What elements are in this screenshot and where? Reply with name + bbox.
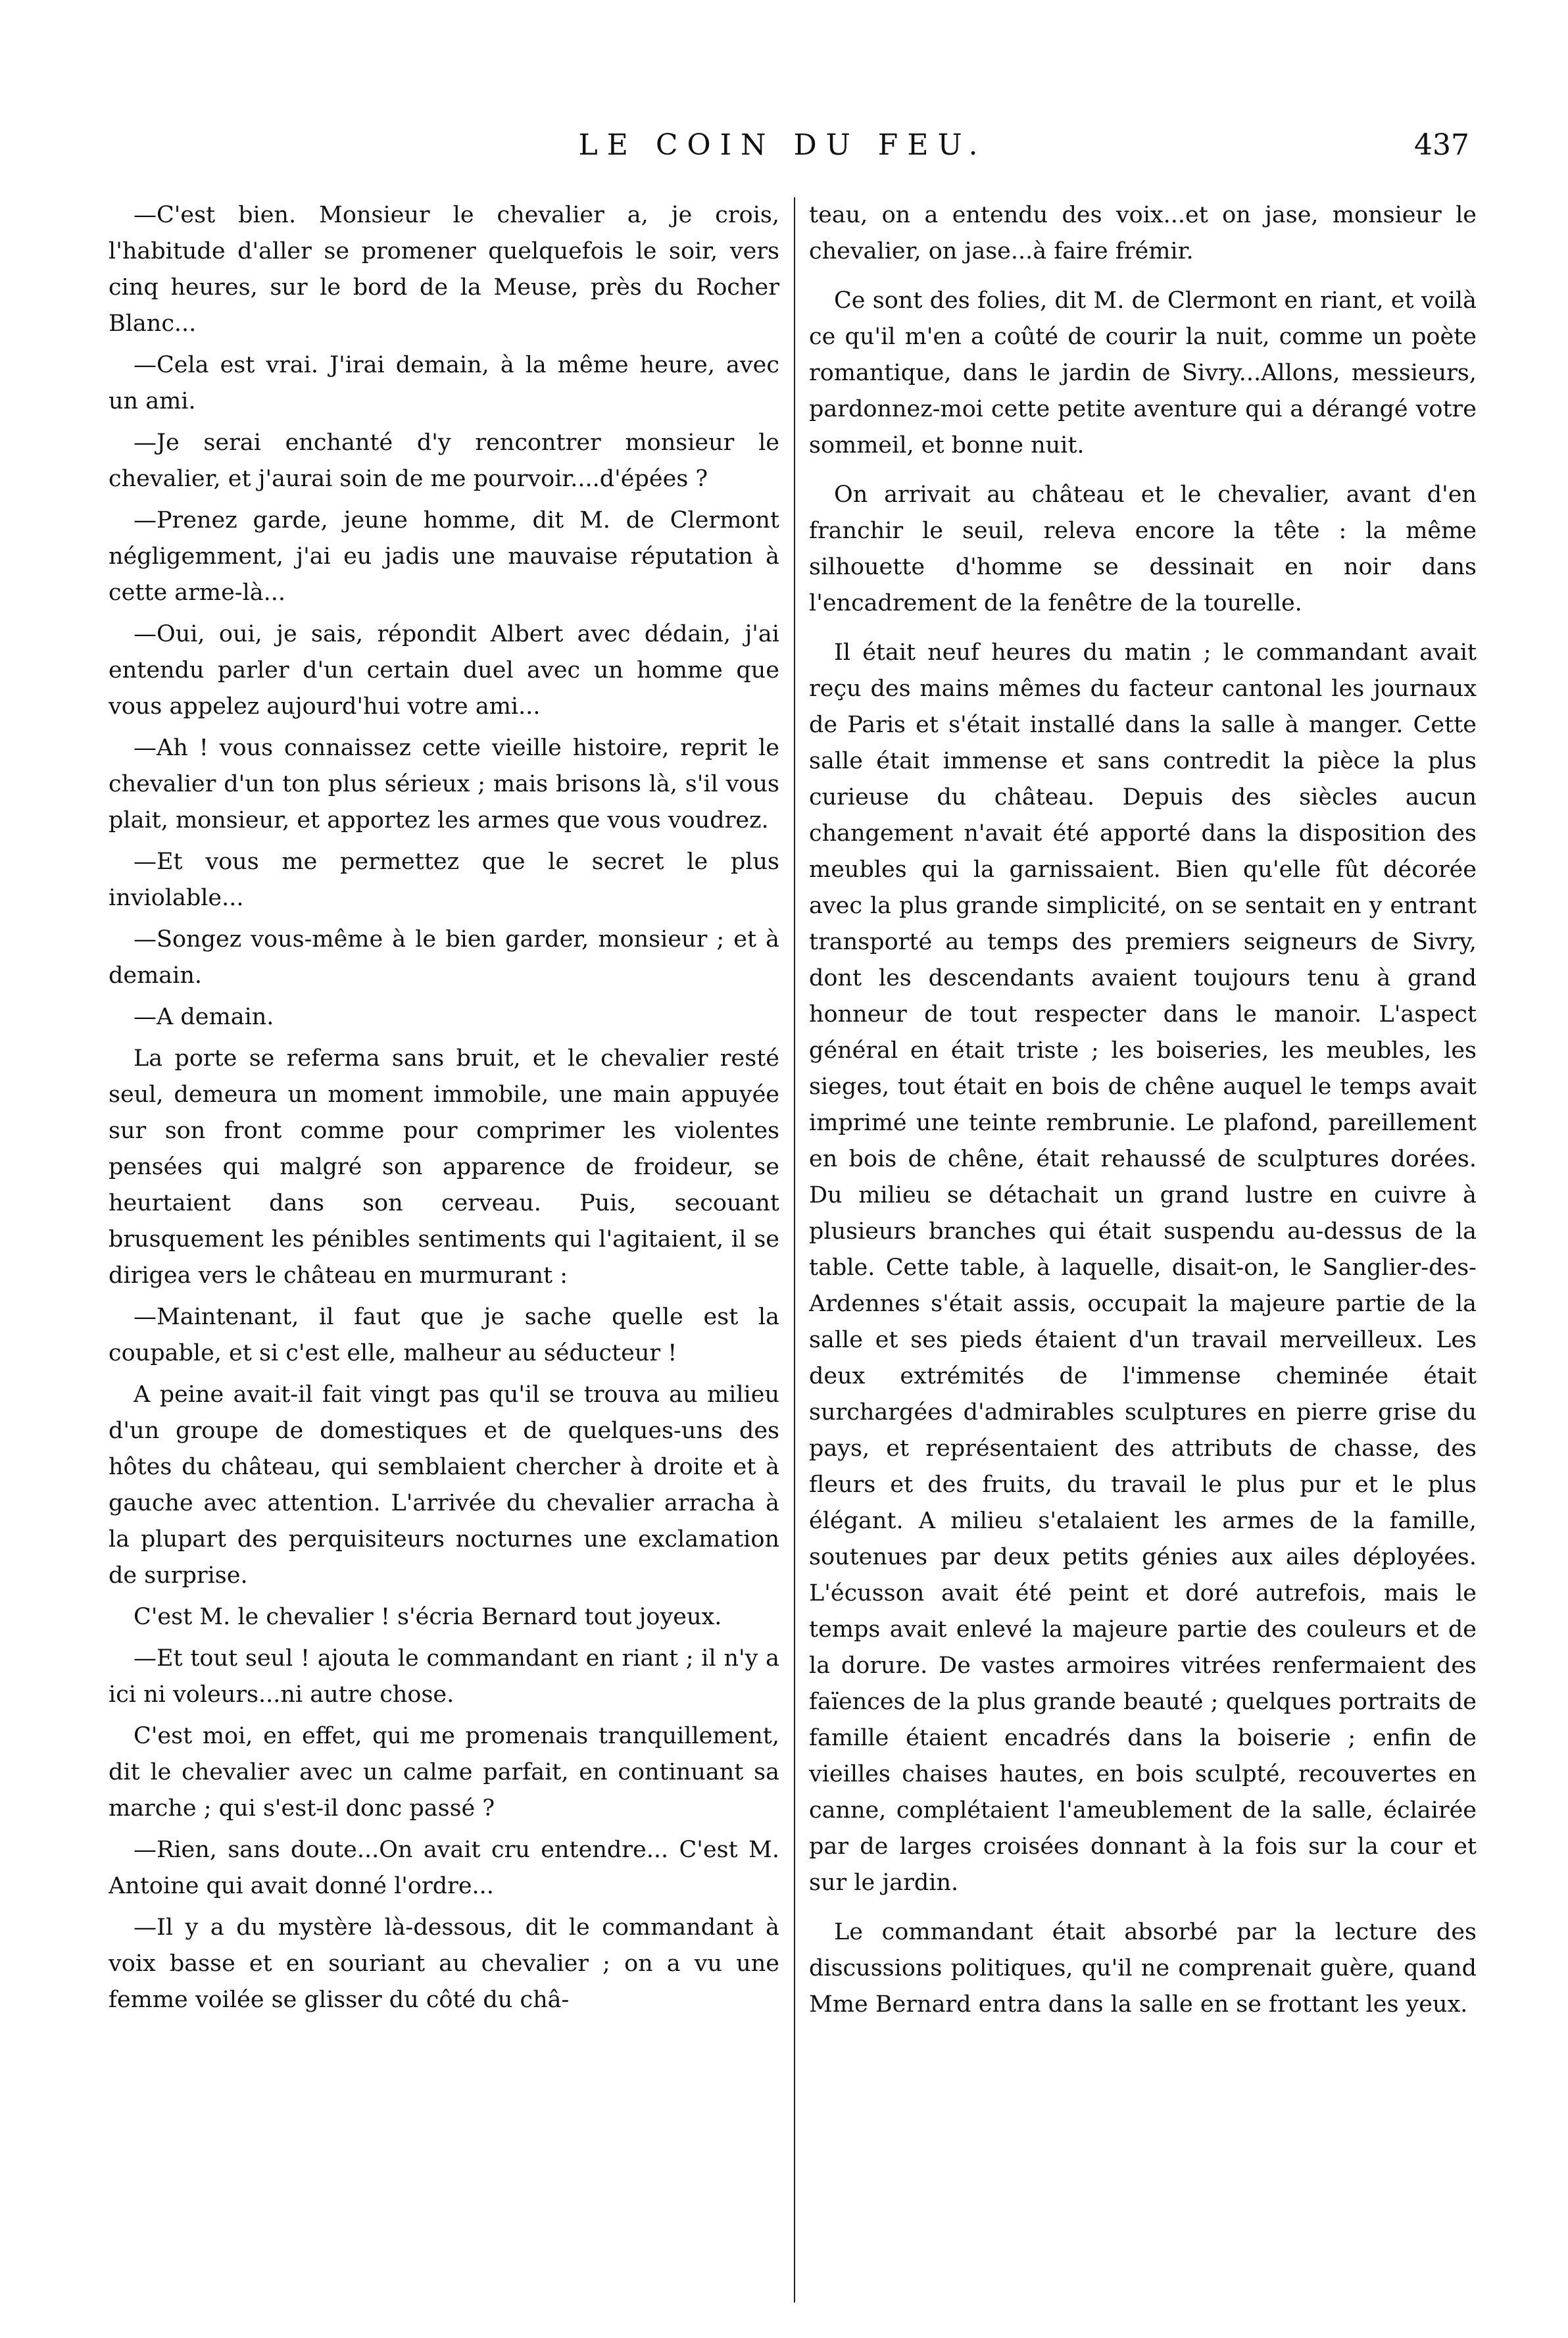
paragraph: Ce sont des folies, dit M. de Clermont en riant, et voilà ce qu'il m'en a coûté de courir la nuit, comme un poète romantique, dans le jardin de Sivry...Allons, messieurs, pardonnez-moi cette petite aventure qui a dérangé votre sommeil, et bonne nuit. — [809, 287, 1477, 459]
paragraph: —Prenez garde, jeune homme, dit M. de Clermont négligemment, j'ai eu jadis une mauvaise réputation à cette arme-là... — [109, 507, 779, 606]
paragraph: C'est moi, en effet, qui me promenais tranquillement, dit le chevalier avec un calme parfait, en continuant sa marche ; qui s'est-il donc passé ? — [109, 1723, 779, 1822]
paragraph: On arrivait au château et le chevalier, avant d'en franchir le seuil, releva encore la tête : la même silhouette d'homme se dessinait en noir dans l'encadrement de la fenêtre de la tourelle. — [809, 482, 1477, 616]
paragraph: —Oui, oui, je sais, répondit Albert avec dédain, j'ai entendu parler d'un certain duel avec un homme que vous appelez aujourd'hui votre ami... — [109, 621, 779, 720]
running-title: LE COIN DU FEU. — [578, 128, 987, 162]
paragraph: —Il y a du mystère là-dessous, dit le commandant à voix basse et en souriant au chevalier ; on a vu une femme voilée se glisser du côté du châ- — [109, 1914, 779, 2013]
right-column — [809, 197, 1477, 2266]
paragraph: —Rien, sans doute...On avait cru entendre... C'est M. Antoine qui avait donné l'ordre... — [109, 1837, 779, 1899]
paragraph: teau, on a entendu des voix...et on jase, monsieur le chevalier, on jase...à faire frémir. — [809, 202, 1477, 264]
paragraph: Il était neuf heures du matin ; le commandant avait reçu des mains mêmes du facteur cantonal les journaux de Paris et s'était installé dans la salle à manger. Cette salle était immense et sans contredit la pièce la plus curieuse du château. Depuis des siècles aucun changement n'avait été apporté dans la disposition des meubles qui la garnissaient. Bien qu'elle fût décorée avec la plus grande simplicité, on se sentait en y entrant transporté au temps des premiers seigneurs de Sivry, dont les descendants avaient toujours tenu à grand honneur de tout respecter dans le manoir. L'aspect général en était triste ; les boiseries, les meubles, les sieges, tout était en bois de chêne auquel le temps avait imprimé une teinte rembrunie. Le plafond, pareillement en bois de chêne, était rehaussé de sculptures dorées. Du milieu se détachait un grand lustre en cuivre à plusieurs branches qui était suspendu au-dessus de la table. Cette table, à laquelle, disait-on, le Sanglier-des-Ardennes s'était assis, occupait la majeure partie de la salle et ses pieds étaient d'un travail merveilleux. Les deux extrémités de l'immense cheminée était surchargées d'admirables sculptures en pierre grise du pays, et représentaient des attributs de chasse, des fleurs et des fruits, du travail le plus pur et le plus élégant. A milieu s'etalaient les armes de la famille, soutenues par deux petits génies aux ailes déployées. L'écusson avait été peint et doré autrefois, mais le temps avait enlevé la majeure partie des couleurs et de la dorure. De vastes armoires vitrées renfermaient des faïences de la plus grande beauté ; quelques portraits de famille étaient encadrés dans la boiserie ; enfin de vieilles chaises hautes, en bois sculpté, recouvertes en canne, complétaient l'ameublement de la salle, éclairée par de larges croisées donnant à la fois sur la cour et sur le jardin. — [809, 639, 1477, 1896]
page-number: 437 — [1414, 128, 1469, 162]
paragraph: —Je serai enchanté d'y rencontrer monsieur le chevalier, et j'aurai soin de me pourvoir....d'épées ? — [109, 430, 779, 492]
paragraph: C'est M. le chevalier ! s'écria Bernard tout joyeux. — [134, 1604, 722, 1630]
paragraph: La porte se referma sans bruit, et le chevalier resté seul, demeura un moment immobile, une main appuyée sur son front comme pour comprimer les violentes pensées qui malgré son apparence de froideur, se heurtaient dans son cerveau. Puis, secouant brusquement les pénibles sentiments qui l'agitaient, il se dirigea vers le château en murmurant : — [109, 1045, 779, 1289]
column-divider — [794, 197, 795, 2302]
paragraph: —A demain. — [134, 1004, 274, 1030]
paragraph: —C'est bien. Monsieur le chevalier a, je crois, l'habitude d'aller se promener quelquefois le soir, vers cinq heures, sur le bord de la Meuse, près du Rocher Blanc... — [109, 202, 779, 337]
paragraph: —Et tout seul ! ajouta le commandant en riant ; il n'y a ici ni voleurs...ni autre chose. — [109, 1645, 779, 1708]
paragraph: A peine avait-il fait vingt pas qu'il se trouva au milieu d'un groupe de domestiques et de quelques-uns des hôtes du château, qui semblaient chercher à droite et à gauche avec attention. L'arrivée du chevalier arracha à la plupart des perquisiteurs nocturnes une exclamation de surprise. — [109, 1381, 779, 1589]
page-header — [0, 128, 1568, 181]
paragraph: —Songez vous-même à le bien garder, monsieur ; et à demain. — [109, 926, 779, 989]
paragraph: —Et vous me permettez que le secret le plus inviolable... — [109, 849, 779, 911]
left-column — [109, 197, 779, 2266]
paragraph: —Maintenant, il faut que je sache quelle est la coupable, et si c'est elle, malheur au séducteur ! — [109, 1304, 779, 1366]
paragraph: —Ah ! vous connaissez cette vieille histoire, reprit le chevalier d'un ton plus sérieux ; mais brisons là, s'il vous plait, monsieur, et apportez les armes que vous voudrez. — [109, 735, 779, 833]
paragraph: —Cela est vrai. J'irai demain, à la même heure, avec un ami. — [109, 352, 779, 414]
paragraph: Le commandant était absorbé par la lecture des discussions politiques, qu'il ne comprenait guère, quand Mme Bernard entra dans la salle en se frottant les yeux. — [809, 1919, 1477, 2018]
